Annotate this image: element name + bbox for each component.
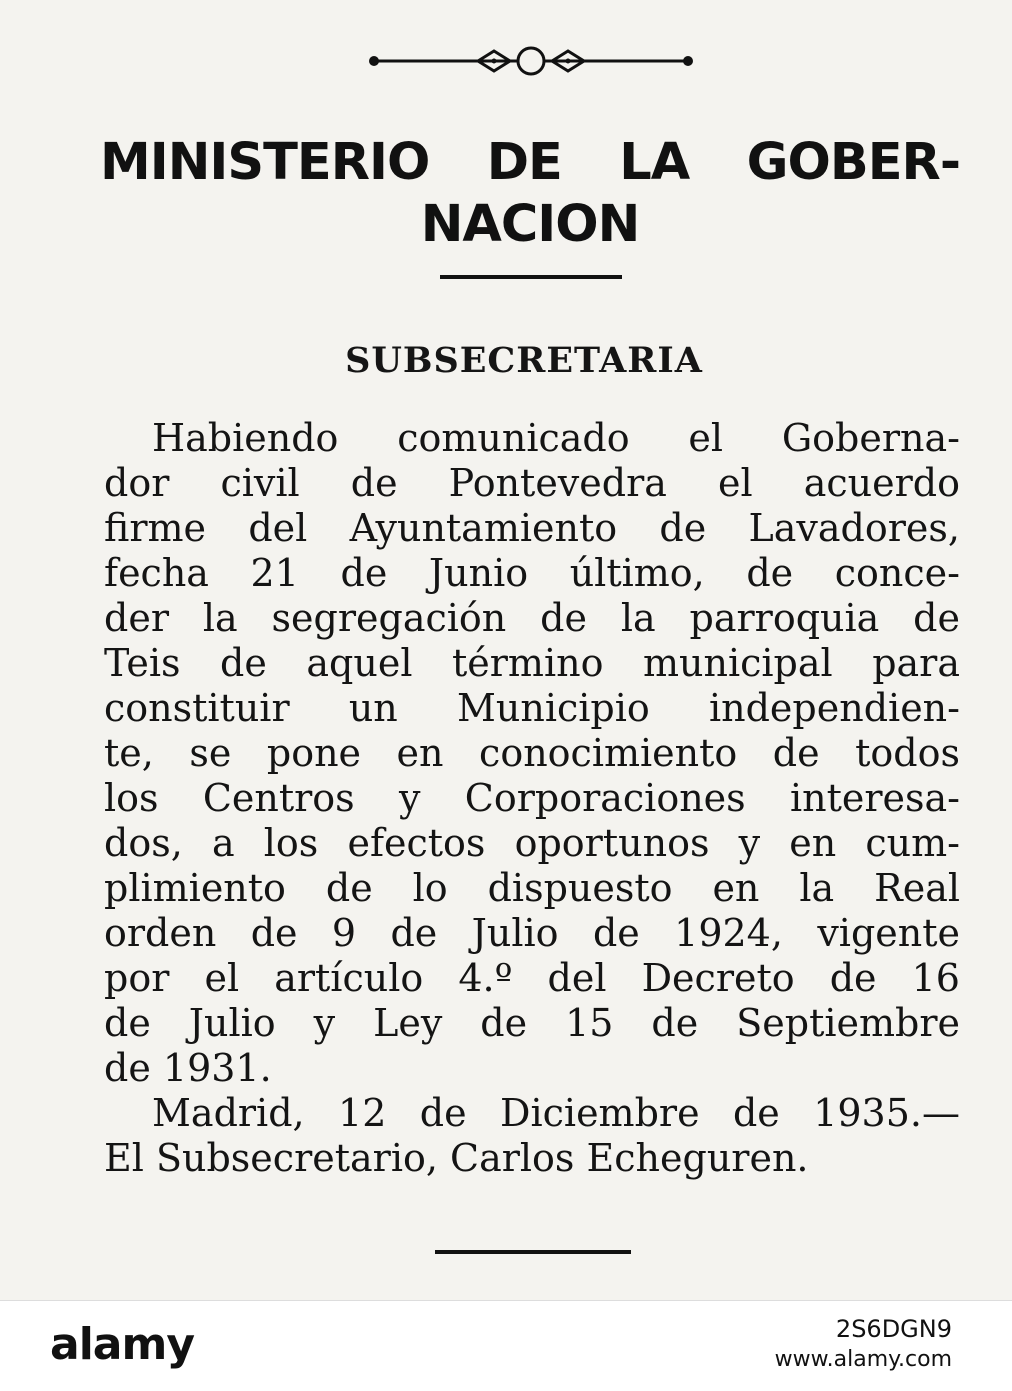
- ministry-title-line-1: MINISTERIO DE LA GOBER-: [100, 133, 960, 192]
- body-line: te, se pone en conocimiento de todos: [104, 731, 960, 775]
- ministry-title-line-2: NACION: [420, 195, 640, 254]
- body-line: constituir un Municipio independien-: [104, 686, 960, 730]
- body-line: de 1931.: [104, 1046, 272, 1090]
- body-line: de Julio y Ley de 15 de Septiembre: [104, 1001, 960, 1045]
- body-line: dor civil de Pontevedra el acuerdo: [104, 461, 960, 505]
- body-line: orden de 9 de Julio de 1924, vigente: [104, 911, 960, 955]
- body-line: plimiento de lo dispuesto en la Real: [104, 866, 960, 910]
- body-line: firme del Ayuntamiento de Lavadores,: [104, 506, 960, 550]
- stock-site-url: www.alamy.com: [774, 1347, 952, 1372]
- signature-date-line: Madrid, 12 de Diciembre de 1935.—: [152, 1091, 960, 1135]
- body-line: fecha 21 de Junio último, de conce-: [104, 551, 960, 595]
- body-line: Habiendo comunicado el Goberna-: [152, 416, 960, 460]
- closing-divider: [435, 1250, 631, 1254]
- announcement-body: [104, 416, 960, 1181]
- body-line: dos, a los efectos oportunos y en cum-: [104, 821, 960, 865]
- alamy-logo: alamy: [50, 1319, 194, 1370]
- signature-name-line: El Subsecretario, Carlos Echeguren.: [104, 1136, 809, 1180]
- body-line: Teis de aquel término municipal para: [104, 641, 960, 685]
- ministry-title: [100, 132, 960, 256]
- ornamental-divider: [368, 44, 694, 78]
- body-line: der la segregación de la parroquia de: [104, 596, 960, 640]
- body-line: por el artículo 4.º del Decreto de 16: [104, 956, 960, 1000]
- stock-image-id: 2S6DGN9: [835, 1315, 952, 1343]
- section-heading: SUBSECRETARIA: [345, 340, 703, 381]
- body-line: los Centros y Corporaciones interesa-: [104, 776, 960, 820]
- title-divider: [440, 275, 622, 279]
- watermark-footer: [0, 1300, 1012, 1391]
